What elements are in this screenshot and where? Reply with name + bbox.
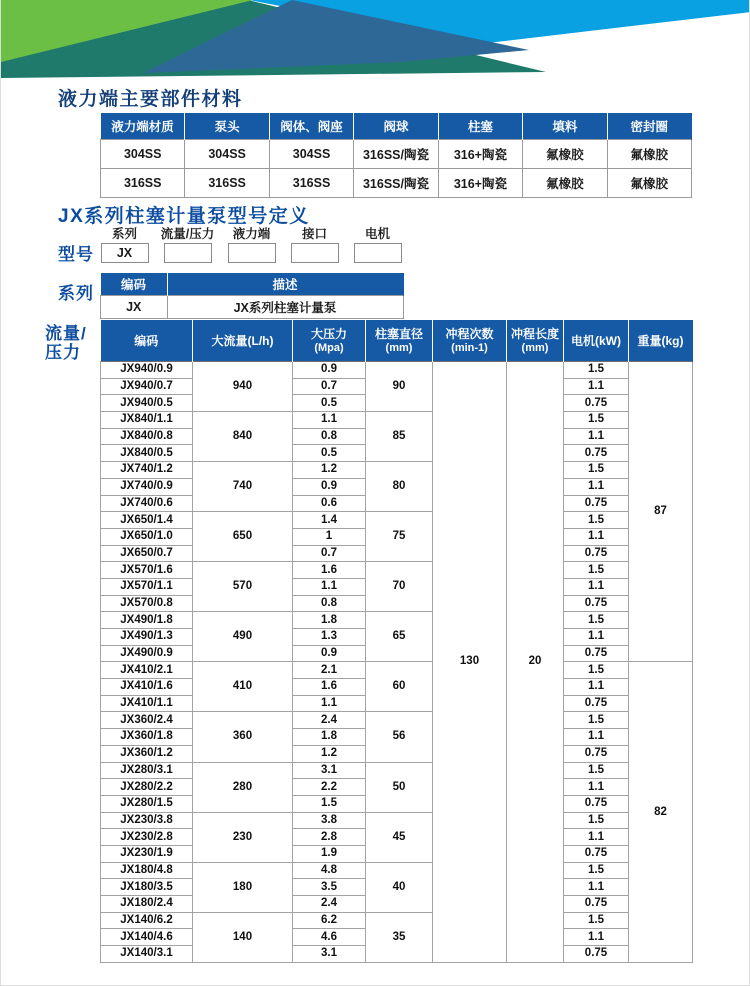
pressure-cell: 2.8 xyxy=(293,829,366,846)
code-cell: JX840/1.1 xyxy=(101,412,193,429)
model-field-box: JX xyxy=(101,243,149,263)
code-cell: JX360/1.2 xyxy=(101,745,193,762)
model-field-label: 系列 xyxy=(111,227,137,241)
pressure-cell: 3.5 xyxy=(293,879,366,896)
materials-table-container xyxy=(100,113,692,198)
code-cell: JX940/0.9 xyxy=(101,362,193,379)
motor-power-cell: 1.5 xyxy=(564,762,629,779)
max-flow-cell: 740 xyxy=(193,462,293,512)
max-flow-cell: 280 xyxy=(193,762,293,812)
max-flow-cell: 570 xyxy=(193,562,293,612)
flow-header-row xyxy=(101,320,693,362)
series-table-container xyxy=(100,273,404,319)
plunger-diameter-cell: 60 xyxy=(366,662,433,712)
flow-col-header-line1: 电机(kW) xyxy=(571,333,621,348)
motor-power-cell: 1.1 xyxy=(564,378,629,395)
flow-col-header-line1: 重量(kg) xyxy=(637,333,684,348)
pressure-cell: 0.9 xyxy=(293,362,366,379)
table-row xyxy=(101,562,693,579)
pressure-cell: 1.8 xyxy=(293,612,366,629)
motor-power-cell: 1.5 xyxy=(564,712,629,729)
flow-col-header-line2: (mm) xyxy=(521,341,549,354)
pressure-cell: 1.2 xyxy=(293,462,366,479)
motor-power-cell: 1.5 xyxy=(564,612,629,629)
code-cell: JX410/1.6 xyxy=(101,679,193,696)
pressure-cell: 1.1 xyxy=(293,695,366,712)
materials-col-header: 液力端材质 xyxy=(101,113,185,140)
flow-col-header-line2: (min-1) xyxy=(451,341,488,354)
flow-pressure-table xyxy=(100,320,693,963)
motor-power-cell: 0.75 xyxy=(564,595,629,612)
materials-cell: 氟橡胶 xyxy=(523,169,607,198)
motor-power-cell: 1.5 xyxy=(564,862,629,879)
code-cell: JX140/3.1 xyxy=(101,946,193,963)
flow-col-header-line2: (Mpa) xyxy=(314,341,344,354)
flow-col-header xyxy=(629,320,693,362)
banner-graphic xyxy=(1,0,750,80)
motor-power-cell: 1.5 xyxy=(564,512,629,529)
code-cell: JX280/3.1 xyxy=(101,762,193,779)
pressure-cell: 1.5 xyxy=(293,795,366,812)
plunger-diameter-cell: 90 xyxy=(366,362,433,412)
motor-power-cell: 0.75 xyxy=(564,845,629,862)
table-row xyxy=(101,762,693,779)
code-cell: JX410/1.1 xyxy=(101,695,193,712)
table-row xyxy=(101,612,693,629)
flow-col-header xyxy=(193,320,293,362)
materials-cell: 304SS xyxy=(269,140,353,169)
pressure-cell: 1.3 xyxy=(293,629,366,646)
pressure-cell: 4.8 xyxy=(293,862,366,879)
series-col-header: 描述 xyxy=(167,273,403,296)
code-cell: JX940/0.7 xyxy=(101,378,193,395)
flow-col-header xyxy=(293,320,366,362)
weight-cell: 82 xyxy=(629,662,693,962)
max-flow-cell: 410 xyxy=(193,662,293,712)
table-row xyxy=(101,862,693,879)
plunger-diameter-cell: 75 xyxy=(366,512,433,562)
plunger-diameter-cell: 40 xyxy=(366,862,433,912)
table-row xyxy=(101,140,692,169)
flow-col-header-line1: 冲程长度 xyxy=(510,326,559,341)
motor-power-cell: 0.75 xyxy=(564,645,629,662)
pressure-cell: 0.8 xyxy=(293,428,366,445)
plunger-diameter-cell: 50 xyxy=(366,762,433,812)
max-flow-cell: 360 xyxy=(193,712,293,762)
plunger-diameter-cell: 80 xyxy=(366,462,433,512)
materials-cell: 316SS xyxy=(269,169,353,198)
code-cell: JX180/3.5 xyxy=(101,879,193,896)
code-cell: JX570/1.6 xyxy=(101,562,193,579)
code-cell: JX180/2.4 xyxy=(101,896,193,913)
model-field-box xyxy=(228,243,276,263)
stroke-length-cell: 20 xyxy=(507,362,564,963)
motor-power-cell: 1.5 xyxy=(564,812,629,829)
pressure-cell: 2.2 xyxy=(293,779,366,796)
model-field-label: 液力端 xyxy=(232,227,271,241)
model-field-label: 接口 xyxy=(301,227,327,241)
pressure-cell: 0.9 xyxy=(293,645,366,662)
table-row xyxy=(101,912,693,929)
table-row xyxy=(101,169,692,198)
code-cell: JX490/1.8 xyxy=(101,612,193,629)
materials-col-header: 阀体、阀座 xyxy=(269,113,353,140)
pressure-cell: 0.6 xyxy=(293,495,366,512)
motor-power-cell: 1.1 xyxy=(564,578,629,595)
pressure-cell: 0.9 xyxy=(293,478,366,495)
max-flow-cell: 180 xyxy=(193,862,293,912)
series-table xyxy=(100,273,404,319)
pressure-cell: 0.7 xyxy=(293,545,366,562)
stroke-count-cell: 130 xyxy=(433,362,507,963)
materials-cell: 316+陶瓷 xyxy=(438,169,522,198)
pressure-cell: 0.5 xyxy=(293,395,366,412)
model-field-box xyxy=(354,243,402,263)
max-flow-cell: 840 xyxy=(193,412,293,462)
code-cell: JX280/1.5 xyxy=(101,795,193,812)
motor-power-cell: 0.75 xyxy=(564,745,629,762)
materials-col-header: 阀球 xyxy=(354,113,438,140)
materials-col-header: 密封圈 xyxy=(607,113,691,140)
model-field-box xyxy=(291,243,339,263)
pressure-cell: 1.6 xyxy=(293,562,366,579)
materials-cell: 氟橡胶 xyxy=(523,140,607,169)
flow-col-header-line1: 冲程次数 xyxy=(445,326,494,341)
model-field-box xyxy=(164,243,212,263)
flow-pressure-label xyxy=(45,324,100,362)
code-cell: JX940/0.5 xyxy=(101,395,193,412)
materials-cell: 304SS xyxy=(185,140,269,169)
code-cell: JX230/3.8 xyxy=(101,812,193,829)
motor-power-cell: 0.75 xyxy=(564,896,629,913)
code-cell: JX280/2.2 xyxy=(101,779,193,796)
materials-cell: 316SS xyxy=(185,169,269,198)
motor-power-cell: 0.75 xyxy=(564,395,629,412)
materials-section-title: 液力端主要部件材料 xyxy=(58,89,243,110)
code-cell: JX230/2.8 xyxy=(101,829,193,846)
motor-power-cell: 0.75 xyxy=(564,795,629,812)
motor-power-cell: 1.5 xyxy=(564,412,629,429)
code-cell: JX490/0.9 xyxy=(101,645,193,662)
motor-power-cell: 0.75 xyxy=(564,946,629,963)
code-cell: JX360/2.4 xyxy=(101,712,193,729)
motor-power-cell: 1.5 xyxy=(564,662,629,679)
motor-power-cell: 1.1 xyxy=(564,629,629,646)
pressure-cell: 2.1 xyxy=(293,662,366,679)
max-flow-cell: 490 xyxy=(193,612,293,662)
table-row xyxy=(101,296,404,319)
pressure-cell: 2.4 xyxy=(293,896,366,913)
pressure-cell: 1.9 xyxy=(293,845,366,862)
table-row xyxy=(101,462,693,479)
code-cell: JX140/4.6 xyxy=(101,929,193,946)
motor-power-cell: 1.1 xyxy=(564,779,629,796)
code-cell: JX650/1.4 xyxy=(101,512,193,529)
code-cell: JX650/1.0 xyxy=(101,528,193,545)
materials-cell: 316SS/陶瓷 xyxy=(354,169,438,198)
materials-header-row xyxy=(101,113,692,140)
table-row xyxy=(101,812,693,829)
motor-power-cell: 0.75 xyxy=(564,495,629,512)
motor-power-cell: 1.1 xyxy=(564,829,629,846)
series-col-header: 编码 xyxy=(101,273,168,296)
motor-power-cell: 1.1 xyxy=(564,879,629,896)
pressure-cell: 0.8 xyxy=(293,595,366,612)
code-cell: JX740/0.6 xyxy=(101,495,193,512)
motor-power-cell: 0.75 xyxy=(564,695,629,712)
flow-col-header xyxy=(101,320,193,362)
flow-label-line2: 压力 xyxy=(45,343,81,362)
code-cell: JX410/2.1 xyxy=(101,662,193,679)
pressure-cell: 3.8 xyxy=(293,812,366,829)
motor-power-cell: 1.5 xyxy=(564,562,629,579)
motor-power-cell: 1.1 xyxy=(564,528,629,545)
code-cell: JX570/0.8 xyxy=(101,595,193,612)
plunger-diameter-cell: 65 xyxy=(366,612,433,662)
pressure-cell: 4.6 xyxy=(293,929,366,946)
max-flow-cell: 230 xyxy=(193,812,293,862)
pressure-cell: 3.1 xyxy=(293,946,366,963)
model-section-title: JX系列柱塞计量泵型号定义 xyxy=(58,206,310,227)
code-cell: JX840/0.8 xyxy=(101,428,193,445)
motor-power-cell: 1.1 xyxy=(564,729,629,746)
code-cell: JX570/1.1 xyxy=(101,578,193,595)
flow-col-header-line1: 柱塞直径 xyxy=(374,326,423,341)
flow-col-header xyxy=(564,320,629,362)
pressure-cell: 1.8 xyxy=(293,729,366,746)
materials-cell: 氟橡胶 xyxy=(607,169,691,198)
code-cell: JX360/1.8 xyxy=(101,729,193,746)
motor-power-cell: 0.75 xyxy=(564,445,629,462)
flow-table-container xyxy=(100,320,693,963)
code-cell: JX840/0.5 xyxy=(101,445,193,462)
pressure-cell: 0.5 xyxy=(293,445,366,462)
flow-col-header xyxy=(433,320,507,362)
pressure-cell: 1.1 xyxy=(293,412,366,429)
plunger-diameter-cell: 45 xyxy=(366,812,433,862)
model-field-label: 流量/压力 xyxy=(160,227,215,241)
flow-col-header xyxy=(366,320,433,362)
code-cell: JX180/4.8 xyxy=(101,862,193,879)
weight-cell: 87 xyxy=(629,362,693,662)
motor-power-cell: 1.1 xyxy=(564,428,629,445)
max-flow-cell: 650 xyxy=(193,512,293,562)
materials-cell: 316SS xyxy=(101,169,185,198)
table-row xyxy=(101,412,693,429)
table-row xyxy=(101,512,693,529)
model-label: 型号 xyxy=(58,245,94,264)
max-flow-cell: 140 xyxy=(193,912,293,962)
table-row xyxy=(101,362,693,379)
materials-col-header: 填料 xyxy=(523,113,607,140)
table-row xyxy=(101,712,693,729)
pressure-cell: 0.7 xyxy=(293,378,366,395)
motor-power-cell: 1.5 xyxy=(564,462,629,479)
flow-label-line1: 流量/ xyxy=(45,324,87,343)
series-header-row xyxy=(101,273,404,296)
motor-power-cell: 1.5 xyxy=(564,912,629,929)
pressure-cell: 3.1 xyxy=(293,762,366,779)
table-row xyxy=(101,662,693,679)
pressure-cell: 1.6 xyxy=(293,679,366,696)
materials-cell: 316SS/陶瓷 xyxy=(354,140,438,169)
pressure-cell: 1.4 xyxy=(293,512,366,529)
flow-col-header-line1: 大流量(L/h) xyxy=(211,333,274,348)
code-cell: JX230/1.9 xyxy=(101,845,193,862)
materials-cell: 316+陶瓷 xyxy=(438,140,522,169)
code-cell: JX740/0.9 xyxy=(101,478,193,495)
code-cell: JX740/1.2 xyxy=(101,462,193,479)
model-field-label: 电机 xyxy=(364,227,390,241)
materials-cell: 氟橡胶 xyxy=(607,140,691,169)
model-field xyxy=(337,227,418,263)
pressure-cell: 6.2 xyxy=(293,912,366,929)
series-cell: JX xyxy=(101,296,168,319)
max-flow-cell: 940 xyxy=(193,362,293,412)
plunger-diameter-cell: 85 xyxy=(366,412,433,462)
flow-col-header-line2: (mm) xyxy=(385,341,413,354)
pressure-cell: 1.2 xyxy=(293,745,366,762)
series-label: 系列 xyxy=(58,284,94,303)
materials-table xyxy=(100,113,692,198)
plunger-diameter-cell: 56 xyxy=(366,712,433,762)
materials-col-header: 泵头 xyxy=(185,113,269,140)
motor-power-cell: 0.75 xyxy=(564,545,629,562)
flow-col-header-line1: 大压力 xyxy=(310,326,347,341)
code-cell: JX650/0.7 xyxy=(101,545,193,562)
code-cell: JX140/6.2 xyxy=(101,912,193,929)
motor-power-cell: 1.5 xyxy=(564,362,629,379)
motor-power-cell: 1.1 xyxy=(564,929,629,946)
code-cell: JX490/1.3 xyxy=(101,629,193,646)
pressure-cell: 1.1 xyxy=(293,578,366,595)
motor-power-cell: 1.1 xyxy=(564,478,629,495)
materials-cell: 304SS xyxy=(101,140,185,169)
pressure-cell: 2.4 xyxy=(293,712,366,729)
materials-col-header: 柱塞 xyxy=(438,113,522,140)
plunger-diameter-cell: 70 xyxy=(366,562,433,612)
series-cell: JX系列柱塞计量泵 xyxy=(167,296,403,319)
flow-col-header xyxy=(507,320,564,362)
flow-col-header-line1: 编码 xyxy=(134,333,159,348)
pressure-cell: 1 xyxy=(293,528,366,545)
motor-power-cell: 1.1 xyxy=(564,679,629,696)
plunger-diameter-cell: 35 xyxy=(366,912,433,962)
